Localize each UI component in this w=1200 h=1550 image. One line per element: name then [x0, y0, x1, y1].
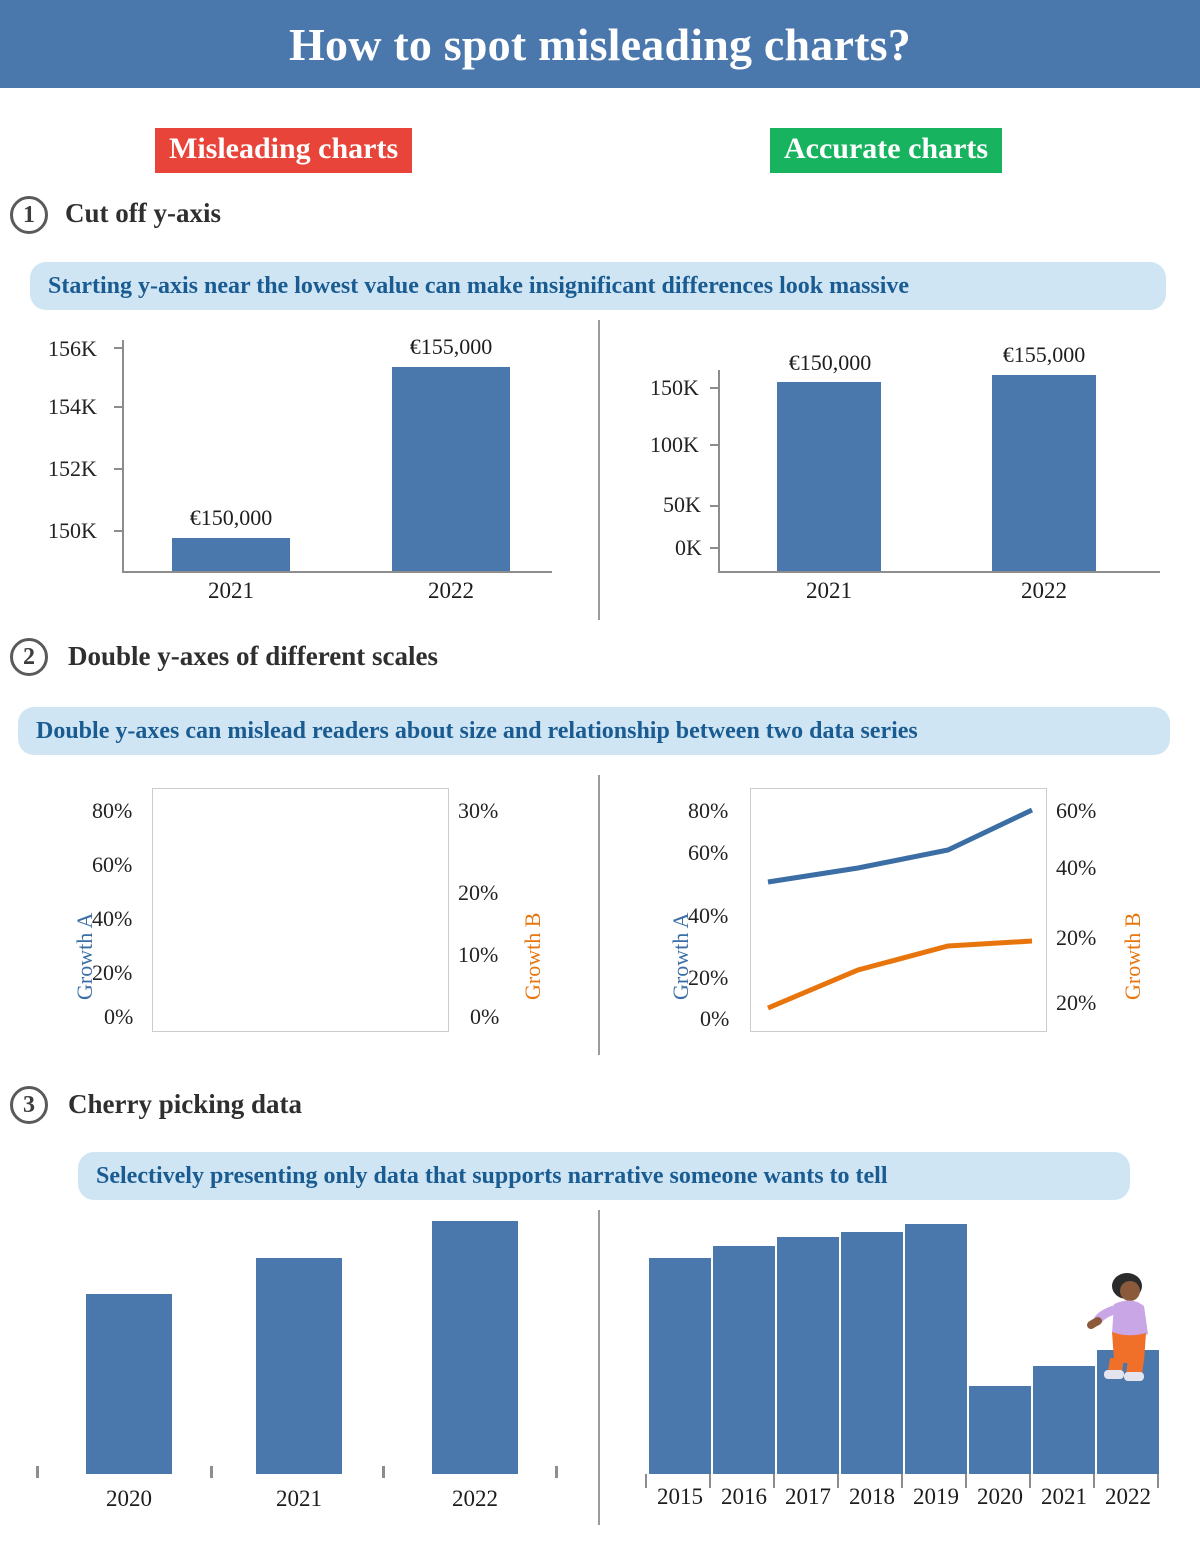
bar-2017: [777, 1237, 839, 1474]
left-ytick-20: 20%: [92, 960, 133, 985]
left-ytick-40: 40%: [92, 906, 133, 931]
xtick-mark-i: [1157, 1474, 1159, 1488]
ytick-156K: 156K: [48, 336, 97, 361]
xtick-mark-h: [1093, 1474, 1095, 1488]
left-ytick-60: 60%: [688, 840, 729, 865]
section-callout-3: Selectively presenting only data that supports narrative someone wants to tell: [78, 1152, 1130, 1200]
section-title-3: Cherry picking data: [68, 1089, 303, 1119]
xtick-2022: 2022: [1105, 1484, 1151, 1509]
right-ytick-0: 0%: [470, 1004, 500, 1029]
xtick-2016: 2016: [721, 1484, 767, 1509]
xtick-mark-1: [210, 1466, 213, 1478]
person-illustration-icon: [1078, 1272, 1174, 1382]
section-1-divider: [598, 320, 600, 620]
ytick-mark-0K: [710, 547, 718, 549]
xtick-2020: 2020: [106, 1486, 152, 1511]
right-ytick-30: 30%: [458, 798, 499, 823]
xtick-2015: 2015: [657, 1484, 703, 1509]
line-series-svg: [750, 788, 1047, 1032]
xtick-2017: 2017: [785, 1484, 831, 1509]
bar-2022: [392, 367, 510, 571]
left-ytick-80: 80%: [92, 798, 133, 823]
bar-2022: [432, 1221, 518, 1474]
left-axis-title: Growth A: [72, 912, 97, 1000]
xtick-2021: 2021: [208, 578, 254, 603]
xtick-2021: 2021: [806, 578, 852, 603]
xtick-mark-a: [645, 1474, 647, 1488]
xtick-2020: 2020: [977, 1484, 1023, 1509]
bar-value-2022: €155,000: [409, 334, 493, 359]
xtick-mark-0: [36, 1466, 39, 1478]
bar-2021: [256, 1258, 342, 1474]
section-number-3: 3: [10, 1086, 48, 1124]
ytick-mark-154K: [114, 406, 122, 408]
x-axis-line: [122, 571, 552, 573]
bar-2021: [1033, 1366, 1095, 1474]
bar-2020: [969, 1386, 1031, 1474]
bar-2022: [992, 375, 1096, 571]
bar-2021: [777, 382, 881, 571]
legend-misleading-badge: Misleading charts: [155, 128, 412, 173]
left-ytick-0: 0%: [104, 1004, 134, 1029]
xtick-mark-2: [382, 1466, 385, 1478]
series-growth-a-line: [768, 810, 1032, 882]
xtick-mark-b: [709, 1474, 711, 1488]
right-ytick-80: 60%: [1056, 798, 1097, 823]
right-ytick-20: 20%: [1056, 990, 1097, 1015]
ytick-154K: 154K: [48, 394, 97, 419]
section-title-2: Double y-axes of different scales: [68, 641, 438, 671]
right-axis-title: Growth B: [1120, 912, 1145, 1000]
bar-2016: [713, 1246, 775, 1474]
ytick-150K: 150K: [48, 518, 97, 543]
page-title: How to spot misleading charts?: [289, 18, 911, 70]
section-callout-1: Starting y-axis near the lowest value can make insignificant differences look massive: [30, 262, 1166, 310]
ytick-50K: 50K: [663, 492, 701, 517]
ytick-mark-150K: [710, 387, 718, 389]
xtick-mark-e: [901, 1474, 903, 1488]
ytick-150K: 150K: [650, 375, 699, 400]
bar-value-2021: €150,000: [189, 505, 273, 530]
ytick-mark-150K: [114, 530, 122, 532]
bar-2020: [86, 1294, 172, 1474]
xtick-2019: 2019: [913, 1484, 959, 1509]
legend-accurate-badge: Accurate charts: [770, 128, 1002, 173]
ytick-mark-50K: [710, 505, 718, 507]
section-number-1: 1: [10, 196, 48, 234]
xtick-2021: 2021: [1041, 1484, 1087, 1509]
xtick-2018: 2018: [849, 1484, 895, 1509]
right-axis-title: Growth B: [520, 912, 545, 1000]
line-series-svg: [152, 788, 449, 1032]
bar-value-2022: €155,000: [1002, 342, 1086, 367]
section-title-1: Cut off y-axis: [65, 198, 221, 228]
y-axis-line: [718, 370, 720, 572]
left-ytick-60: 60%: [92, 852, 133, 877]
ytick-mark-156K: [114, 347, 122, 349]
xtick-2022: 2022: [452, 1486, 498, 1511]
left-ytick-40: 40%: [688, 903, 729, 928]
section-3-divider: [598, 1210, 600, 1525]
xtick-mark-3: [555, 1466, 558, 1478]
xtick-mark-c: [773, 1474, 775, 1488]
x-axis-line: [718, 571, 1160, 573]
ytick-100K: 100K: [650, 432, 699, 457]
xtick-2021: 2021: [276, 1486, 322, 1511]
section-number-2: 2: [10, 638, 48, 676]
right-ytick-10: 10%: [458, 942, 499, 967]
right-ytick-40: 20%: [1056, 925, 1097, 950]
xtick-mark-g: [1029, 1474, 1031, 1488]
xtick-2022: 2022: [1021, 578, 1067, 603]
left-axis-title: Growth A: [668, 912, 693, 1000]
right-ytick-20: 20%: [458, 880, 499, 905]
xtick-mark-f: [965, 1474, 967, 1488]
xtick-mark-d: [837, 1474, 839, 1488]
bar-2015: [649, 1258, 711, 1474]
page-header: [0, 0, 1200, 88]
bar-2021: [172, 538, 290, 571]
bar-value-2021: €150,000: [788, 350, 872, 375]
bar-2019: [905, 1224, 967, 1474]
section-2-divider: [598, 775, 600, 1055]
ytick-mark-100K: [710, 444, 718, 446]
left-ytick-0: 0%: [700, 1006, 730, 1031]
ytick-152K: 152K: [48, 456, 97, 481]
ytick-mark-152K: [114, 468, 122, 470]
y-axis-line: [122, 340, 124, 572]
xtick-2022: 2022: [428, 578, 474, 603]
series-growth-b-line: [768, 941, 1032, 1008]
section-callout-2: Double y-axes can mislead readers about size and relationship between two data series: [18, 707, 1170, 755]
ytick-0K: 0K: [675, 535, 702, 560]
bar-2018: [841, 1232, 903, 1474]
left-ytick-80: 80%: [688, 798, 729, 823]
left-ytick-20: 20%: [688, 965, 729, 990]
right-ytick-60: 40%: [1056, 855, 1097, 880]
